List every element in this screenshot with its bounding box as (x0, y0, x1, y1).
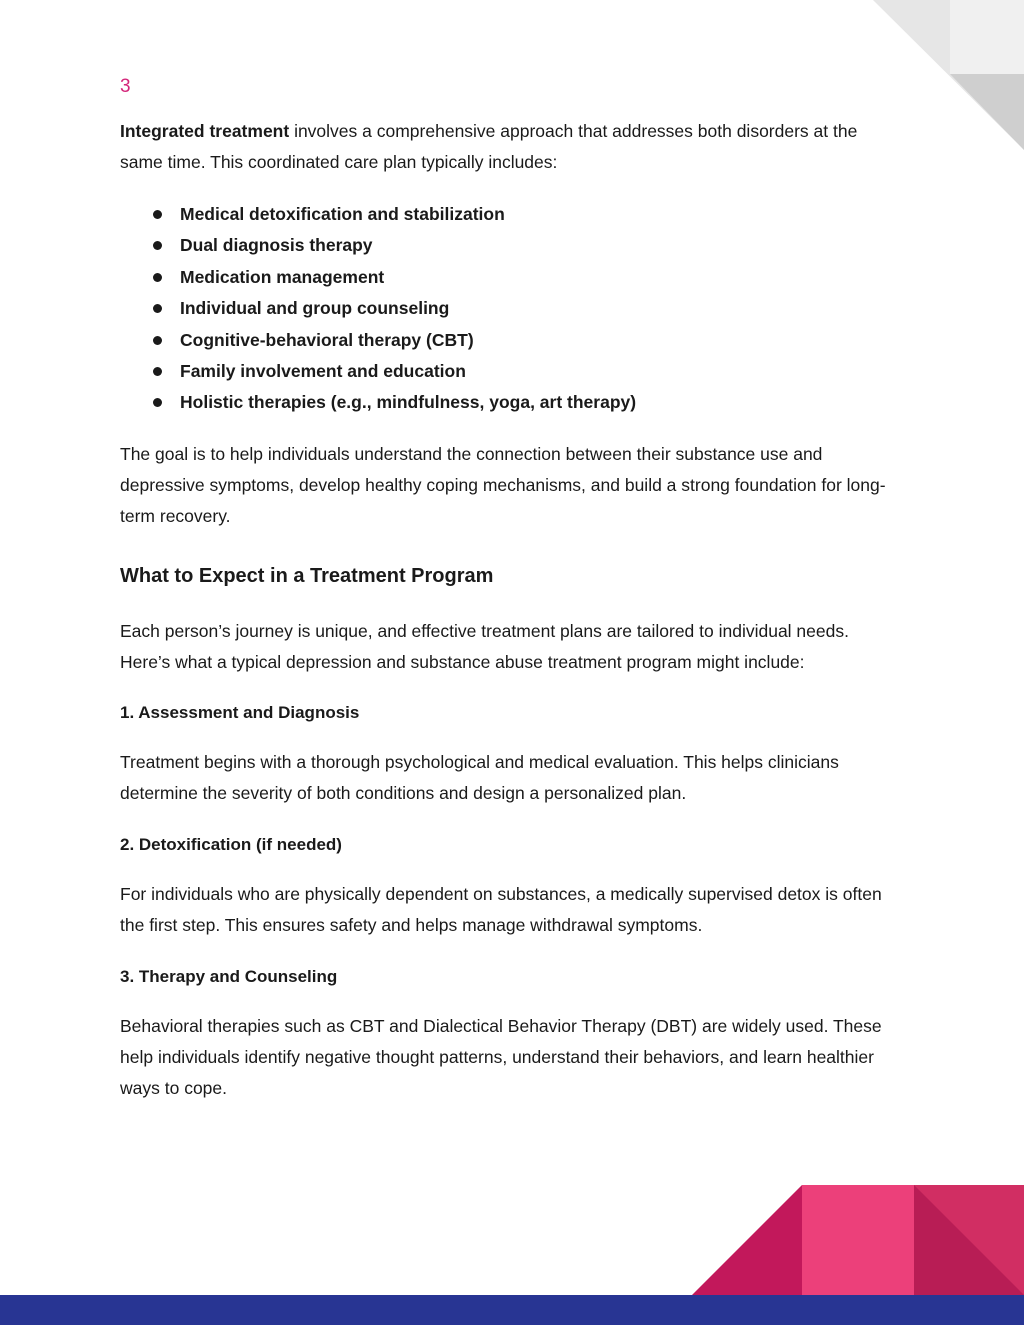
step-text-detox: For individuals who are physically dependent on substances, a medically supervised detox is often the first step. This ensures safety and helps manage withdrawal symptoms. (120, 883, 882, 935)
intro-rest: involves a comprehensive approach that addresses both disorders at the same time. This coordinated care plan typically includes: (120, 121, 858, 172)
list-item: Medical detoxification and stabilization (120, 199, 900, 230)
section-lead-paragraph: Each person’s journey is unique, and effective treatment plans are tailored to individual needs. Here’s what a typical depression and substance abuse treatment program might include: (120, 620, 849, 672)
step-heading-detox: 2. Detoxification (if needed) (120, 834, 342, 854)
list-item: Family involvement and education (120, 356, 900, 387)
step-text-assessment: Treatment begins with a thorough psychological and medical evaluation. This helps clinicians determine the severity of both conditions and design a personalized plan. (120, 751, 839, 803)
list-item: Medication management (120, 262, 900, 293)
bottom-block-pink (802, 1185, 914, 1295)
list-item: Holistic therapies (e.g., mindfulness, yoga, art therapy) (120, 387, 900, 418)
step-heading-assessment: 1. Assessment and Diagnosis (120, 702, 360, 722)
intro-bold-term: Integrated treatment (120, 121, 290, 141)
care-plan-list (120, 199, 900, 419)
intro-paragraph (120, 116, 900, 178)
list-item: Dual diagnosis therapy (120, 230, 900, 261)
list-item: Cognitive-behavioral therapy (CBT) (120, 325, 900, 356)
corner-square (950, 0, 1024, 74)
bottom-triangle-red (692, 1185, 802, 1295)
footer-bar (0, 1295, 1024, 1325)
goal-paragraph: The goal is to help individuals understand the connection between their substance use and depressive symptoms, develop healthy coping mechanisms, and build a strong foundation for long-term recovery. (120, 443, 886, 526)
page-number: 3 (120, 76, 131, 97)
step-heading-therapy: 3. Therapy and Counseling (120, 966, 338, 986)
section-heading: What to Expect in a Treatment Program (120, 564, 494, 587)
document-body (120, 116, 900, 1125)
list-item: Individual and group counseling (120, 293, 900, 324)
step-text-therapy: Behavioral therapies such as CBT and Dialectical Behavior Therapy (DBT) are widely used. These help individuals identify negative thought patterns, understand their behaviors, and learn healthier ways to cope. (120, 1015, 882, 1098)
